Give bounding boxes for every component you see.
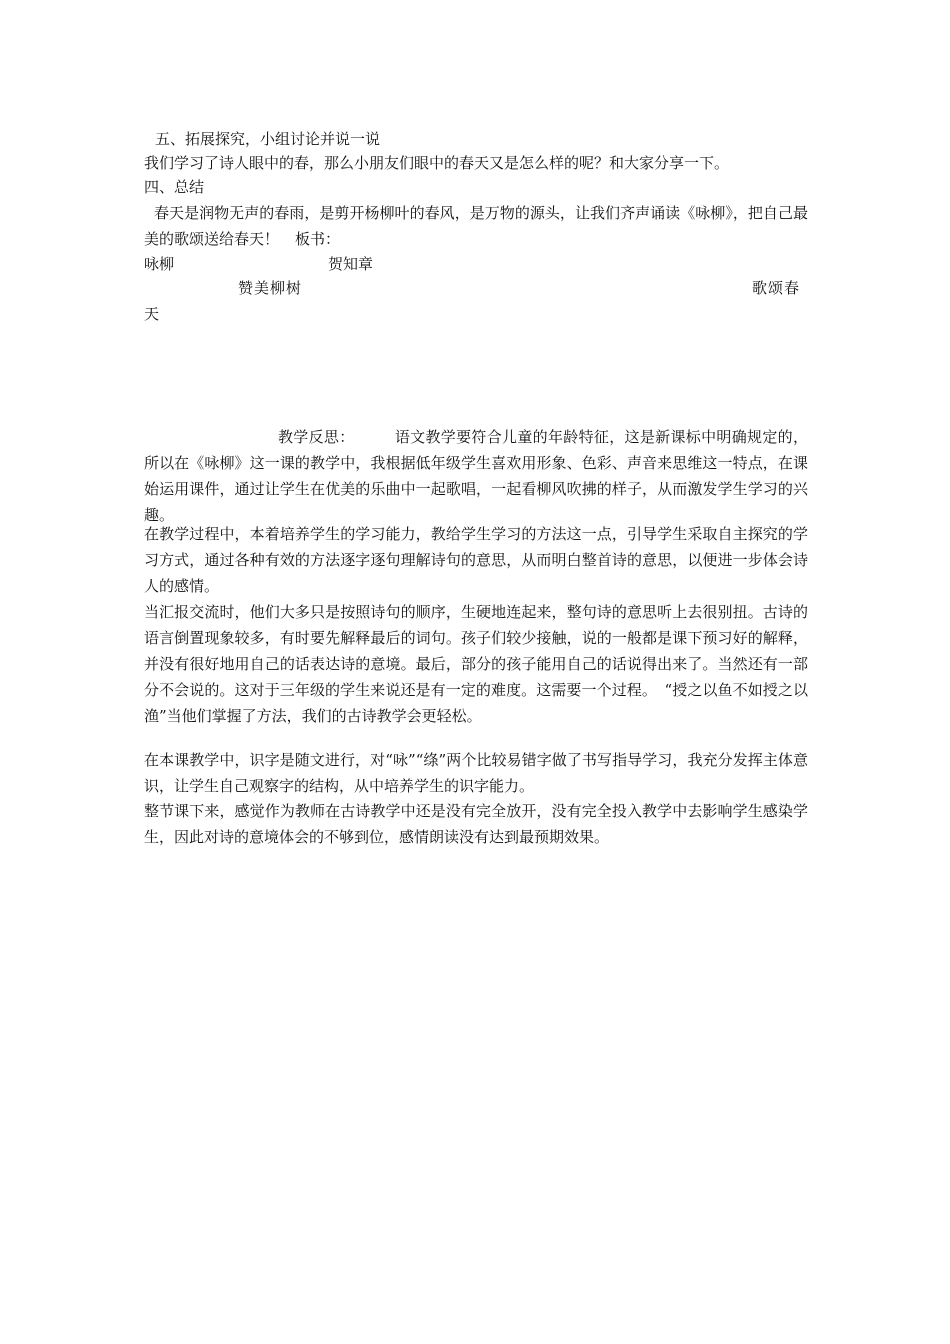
board-poet: 贺知章 (328, 255, 374, 273)
summary-paragraph (144, 200, 808, 252)
board-label: 板书： (295, 230, 341, 248)
reflection-text-1: 语文教学要符合儿童的年龄特征，这是新课标中明确规定的，所以在《咏柳》这一课的教学中，我根据低年级学生喜欢用形象、色彩、声音来思维这一特点，在课始运用课件，通过让学生在优美的乐曲中一起歌唱，一起看柳风吹拂的样子，从而激发学生学习的兴趣。 (144, 428, 808, 524)
reflection-paragraph-5: 整节课下来，感觉作为教师在古诗教学中还是没有完全放开，没有完全投入教学中去影响学生感染学生，因此对诗的意境体会的不够到位，感情朗读没有达到最预期效果。 (144, 802, 808, 846)
section-5-body: 我们学习了诗人眼中的春，那么小朋友们眼中的春天又是怎么样的呢？和大家分享一下。 (144, 154, 730, 172)
summary-text: 春天是润物无声的春雨，是剪开杨柳叶的春风，是万物的源头，让我们齐声诵读《咏柳》，把自己最美的歌颂送给春天！ (144, 204, 808, 248)
reflection-paragraph-1 (144, 424, 808, 528)
section-4-heading: 四、总结 (144, 178, 205, 196)
board-right-item: 歌颂春 (752, 279, 801, 297)
reflection-paragraph-2: 在教学过程中，本着培养学生的学习能力，教给学生学习的方法这一点，引导学生采取自主探究的学习方式，通过各种有效的方法逐字逐句理解诗句的意思，从而明白整首诗的意思，以便进一步体会诗人的感情。 (144, 525, 808, 595)
reflection-paragraph-3: 当汇报交流时，他们大多只是按照诗句的顺序，生硬地连起来，整句诗的意思听上去很别扭。古诗的语言倒置现象较多，有时要先解释最后的词句。孩子们较少接触，说的一般都是课下预习好的解释，并没有很好地用自己的话表达诗的意境。最后，部分的孩子能用自己的话说得出来了。当然还有一部分不会说的。这对于三年级的学生来说还是有一定的难度。这需要一个过程。 “授之以鱼不如授之以渔”当他们掌握了方法，我们的古诗教学会更轻松。 (144, 603, 808, 725)
section-5-heading: 五、拓展探究，小组讨论并说一说 (155, 130, 381, 148)
reflection-label: 教学反思： (278, 428, 355, 446)
board-left-item: 赞美柳树 (238, 279, 303, 297)
board-right-item-continued: 天 (144, 305, 160, 323)
reflection-paragraph-4: 在本课教学中，识字是随文进行，对“咏”“绦”两个比较易错字做了书写指导学习，我充分发挥主体意识，让学生自己观察字的结构，从中培养学生的识字能力。 (144, 751, 808, 795)
board-poem-title: 咏柳 (144, 255, 175, 273)
